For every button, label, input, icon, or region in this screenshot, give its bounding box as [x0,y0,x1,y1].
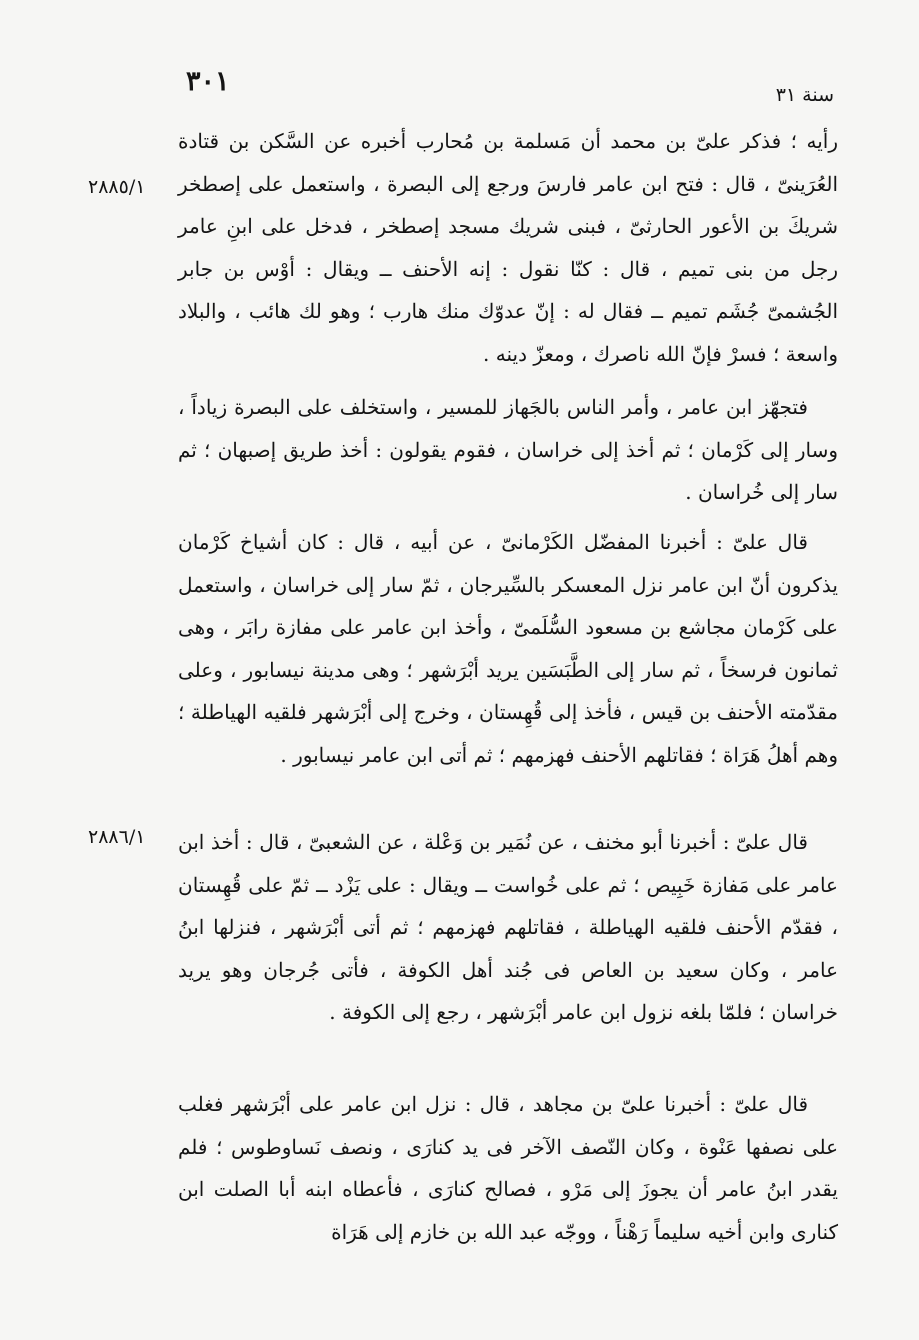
page-number: ٣٠١ [186,66,230,97]
paragraph: قال علىّ : أخبرنا المفضّل الكَرْمانىّ ، عن أبيه ، قال : كان أشياخ كَرْمان يذكرون أنّ ابن عامر نزل المعسكر بالسِّيرجان ، ثمّ سار إلى خراسان ، واستعمل على كَرْمان مجاشع بن مسعود السُّلَمىّ ، وأخذ ابن عامر على مفازة رابَر ، وهى ثمانون فرسخاً ، ثم سار إلى الطَّبَسَين يريد أبْرَشهر ؛ وهى مدينة نيسابور ، وعلى مقدّمته الأحنف بن قيس ، فأخذ إلى قُهِستان ، وخرج إلى أبْرَشهر فلقيه الهياطلة ؛ وهم أهلُ هَرَاة ؛ فقاتلهم الأحنف فهزمهم ؛ ثم أتى ابن عامر نيسابور . [178,530,838,767]
paragraph: قال علىّ : أخبرنا أبو مخنف ، عن نُمَير بن وَعْلة ، عن الشعبىّ ، قال : أخذ ابن عامر على مَفازة خَبِيص ؛ ثم على خُواست ــ ويقال : على يَزْد ــ ثمّ على قُهِستان ، فقدّم الأحنف فلقيه الهياطلة ، فقاتلهم فهزمهم ؛ ثم أتى أبْرَشهر ، فنزلها ابنُ عامر ، وكان سعيد بن العاص فى جُند أهل الكوفة ، فأتى جُرجان وهو يريد خراسان ؛ فلمّا بلغه نزول ابن عامر أبْرَشهر ، رجع إلى الكوفة . [178,830,838,1024]
running-head: سنة ٣١ [775,84,834,106]
margin-reference: ٢٨٨٥/١ [88,176,146,198]
paragraph: رأيه ؛ فذكر علىّ بن محمد أن مَسلمة بن مُحارب أخبره عن السَّكن بن قتادة العُرَينىّ ، قال : فتح ابن عامر فارسَ ورجع إلى البصرة ، واستعمل على إصطخر شريكَ بن الأعور الحارثىّ ، فبنى شريك مسجد إصطخر ، فدخل على ابنِ عامر رجل من بنى تميم ، قال : كنّا نقول : إنه الأحنف ــ ويقال : أوْس بن جابر الجُشمىّ جُشَم تميم ــ فقال له : إنّ عدوّك منك هارب ؛ وهو لك هائب ، والبلاد واسعة ؛ فسرْ فإنّ الله ناصرك ، ومعزّ دينه . [178,129,838,366]
paragraph: قال علىّ : أخبرنا علىّ بن مجاهد ، قال : نزل ابن عامر على أبْرَشهر فغلب على نصفها عَنْوة ، وكان النّصف الآخر فى يد كنارَى ، ونصف نَساوطوس ؛ فلم يقدر ابنُ عامر أن يجوزَ إلى مَرْو ، فصالح كنارَى ، فأعطاه ابنه أبا الصلت ابن كنارى وابن أخيه سليماً رَهْناً ، ووجّه عبد الله بن خازم إلى هَرَاة [178,1092,838,1244]
paragraph: فتجهّز ابن عامر ، وأمر الناس بالجَهاز للمسير ، واستخلف على البصرة زياداً ، وسار إلى كَرْمان ؛ ثم أخذ إلى خراسان ، فقوم يقولون : أخذ طريق إصبهان ؛ ثم سار إلى خُراسان . [178,395,838,504]
margin-reference: ٢٨٨٦/١ [88,826,146,848]
